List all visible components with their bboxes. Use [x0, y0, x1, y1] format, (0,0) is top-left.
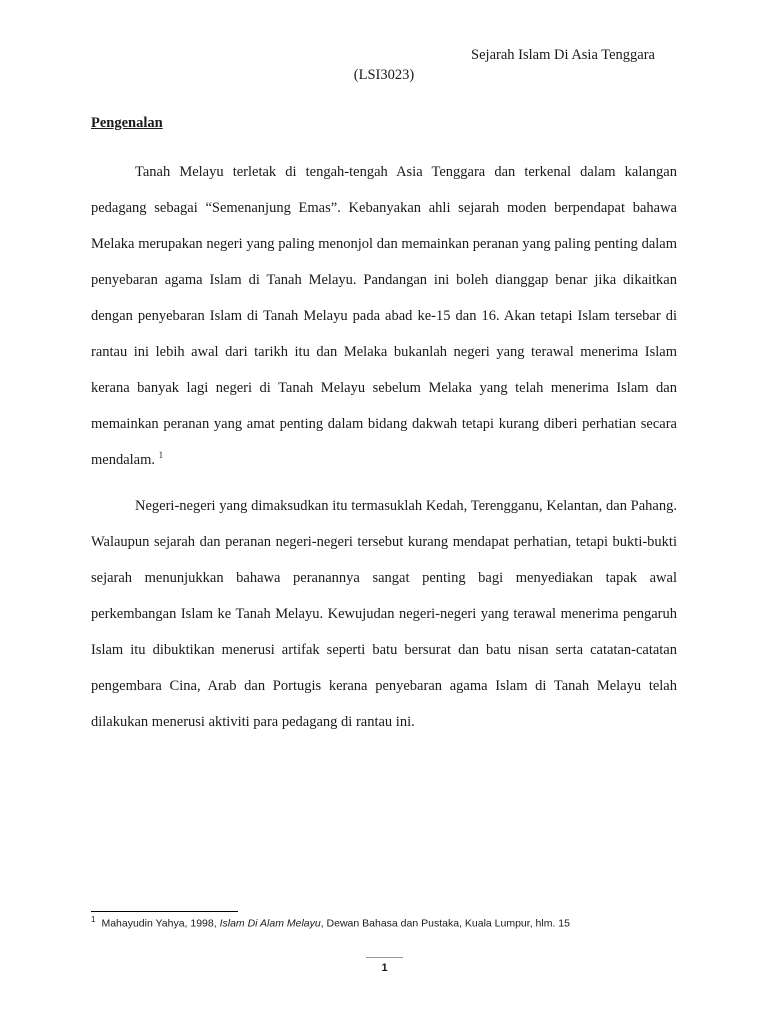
footnote-book-title: Islam Di Alam Melayu [219, 917, 321, 930]
footnote-publisher: , Dewan Bahasa dan Pustaka, Kuala Lumpur, hlm. 15 [320, 917, 570, 930]
paragraph-1 [91, 154, 677, 478]
footnote-reference[interactable]: 1 [158, 450, 164, 461]
section-heading: Pengenalan [91, 115, 163, 131]
footnote [91, 915, 691, 930]
footnote-author: Mahayudin Yahya, 1998, [101, 917, 220, 930]
page-number-divider [366, 957, 403, 958]
page-number: 1 [381, 962, 388, 974]
paragraph-2: Negeri-negeri yang dimaksudkan itu termasuklah Kedah, Terengganu, Kelantan, dan Pahang. Walaupun sejarah dan peranan negeri-negeri tersebut kurang mendapat perhatian, tetapi bukti-bukti sejarah menunjukkan bahawa peranannya sangat penting bagi menyediakan tapak awal perkembangan Islam ke Tanah Melayu. Kewujudan negeri-negeri yang terawal menerima pengaruh Islam itu dibuktikan menerusi artifak seperti batu bersurat dan batu nisan serta catatan-catatan pengembara Cina, Arab dan Portugis kerana penyebaran agama Islam di Tanah Melayu telah dilakukan menerusi aktiviti para pedagang di rantau ini. [91, 498, 677, 730]
paragraph-1-text: Tanah Melayu terletak di tengah-tengah Asia Tenggara dan terkenal dalam kalangan pedagang sebagai “Semenanjung Emas”. Kebanyakan ahli sejarah moden berpendapat bahawa Melaka merupakan negeri yang paling menonjol dan memainkan peranan yang paling penting dalam penyebaran agama Islam di Tanah Melayu. Pandangan ini boleh dianggap benar jika dikaitkan dengan penyebaran Islam di Tanah Melayu pada abad ke-15 dan 16. Akan tetapi Islam tersebar di rantau ini lebih awal dari tarikh itu dan Melaka bukanlah negeri yang terawal menerima Islam kerana banyak lagi negeri di Tanah Melayu sebelum Melaka yang telah menerima Islam dan memainkan peranan yang amat penting dalam bidang dakwah tetapi kurang diberi perhatian secara mendalam. [91, 164, 677, 468]
course-code: (LSI3023) [353, 67, 415, 83]
running-header-title: Sejarah Islam Di Asia Tenggara [471, 47, 655, 63]
footnote-number: 1 [91, 915, 96, 924]
footnote-divider [91, 911, 238, 912]
